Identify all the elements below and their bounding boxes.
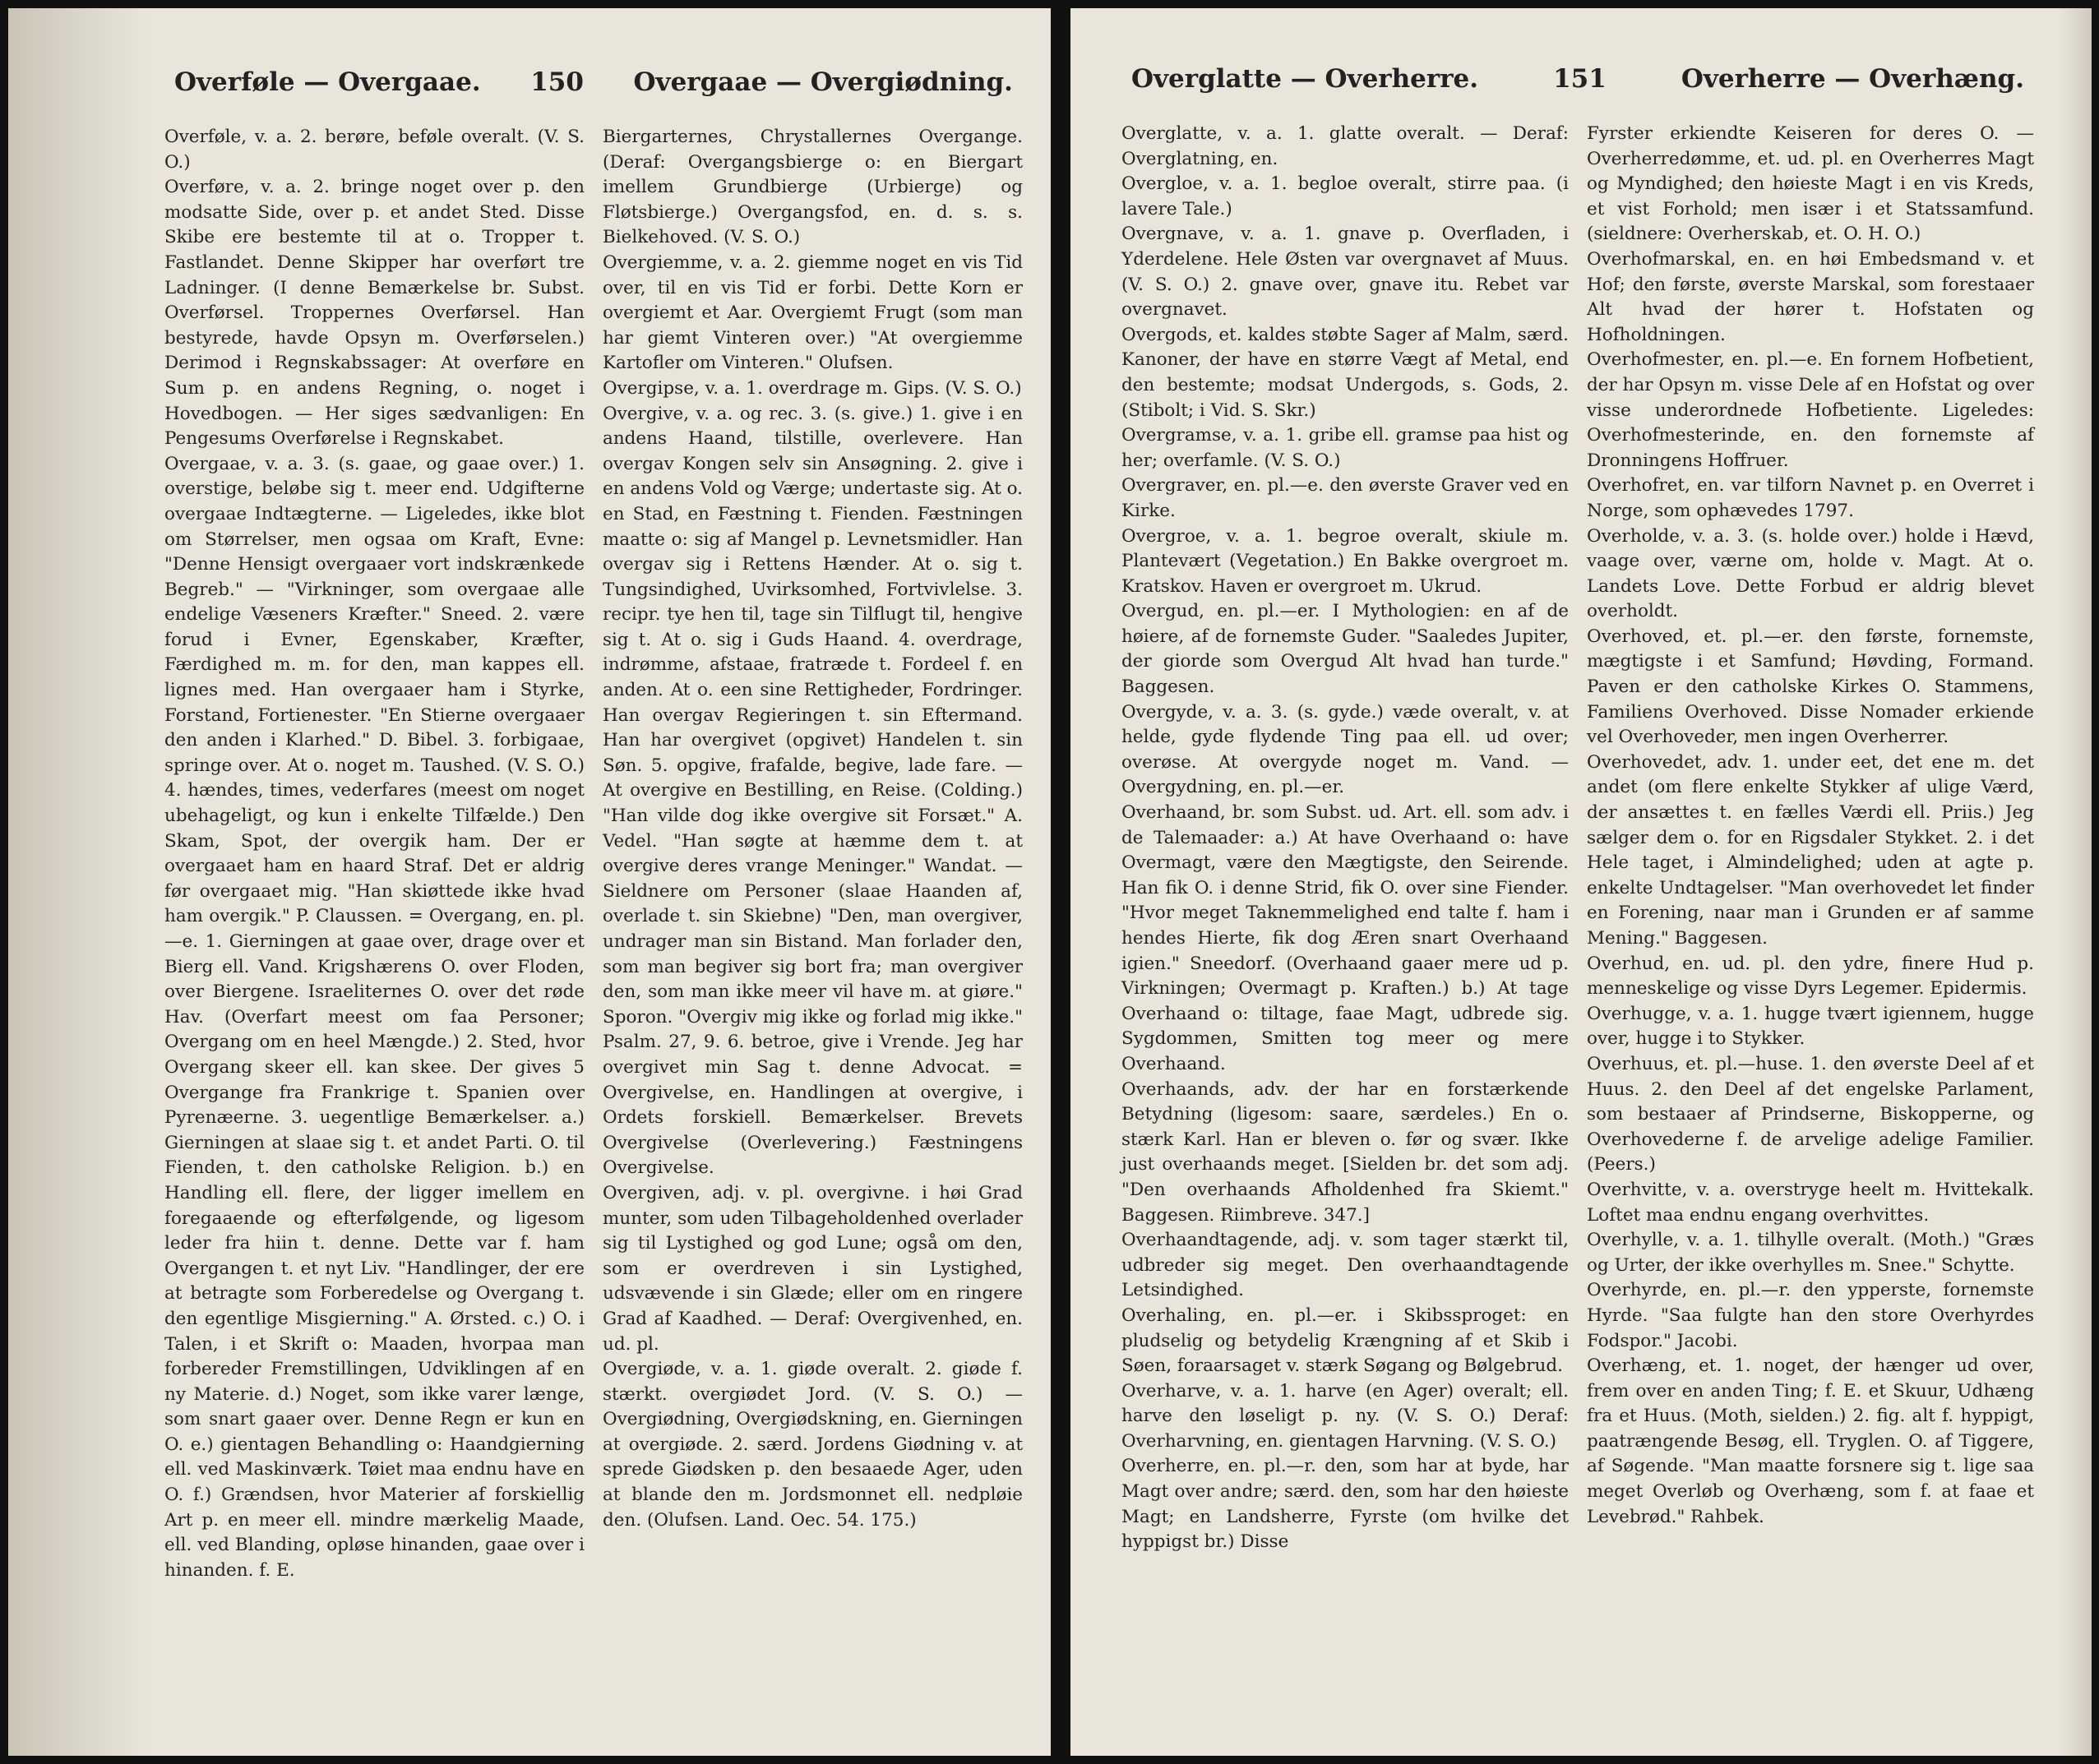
column-2 (1587, 122, 2034, 1555)
entry: Fyrster erkiendte Keiseren for deres O. — Overherredømme, et. ud. pl. en Overherres Magt og Myndighed; den høieste Magt i en vis Kreds, et vist Forhold; men især i et Statssamfund. (sieldnere: Overherskab, et. O. H. O.) (1587, 123, 2034, 245)
entry: Overhaand, br. som Subst. ud. Art. ell. som adv. i de Talemaader: a.) At have Overhaand o: have Overmagt, være den Mægtigste, den Seirende. Han fik O. i denne Strid, fik O. over sine Fiender. "Hvor meget Taknemmelighed end talte f. ham i hendes Hierte, fik dog Æren snart Overhaand igien." Sneedorf. (Overhaand gaaer mere ud p. Virkningen; Overmagt p. Kraften.) b.) At tage Overhaand o: tiltage, faae Magt, udbrede sig. Sygdommen, Smitten tog meer og mere Overhaand. (1121, 802, 1569, 1074)
running-header (1121, 64, 2034, 94)
entry: Overgaae, v. a. 3. (s. gaae, og gaae over.) 1. overstige, beløbe sig t. meer end. Udgifterne overgaae Indtægterne. — Ligeledes, ikke blot om Størrelser, men ogsaa om Kraft, Evne: "Denne Hensigt overgaaer vort indskrænkede Begreb." — "Virkninger, som overgaae alle endelige Væseners Kræfter." Sneed. 2. være forud i Evner, Egenskaber, Kræfter, Færdighed m. m. for den, man kappes ell. lignes med. Han overgaaer ham i Styrke, Forstand, Fortienester. "En Stierne overgaaer den anden i Klarhed." D. Bibel. 3. forbigaae, springe over. At o. noget m. Taushed. (V. S. O.) 4. hændes, times, vederfares (meest om noget ubehageligt, og kun i enkelte Tilfælde.) Den Skam, Spot, der overgik ham. Der er overgaaet ham en haard Straf. Det er aldrig før overgaaet mig. "Han skiøttede ikke hvad ham overgik." P. Claussen. = Overgang, en. pl.—e. 1. Gierningen at gaae over, drage over et Bierg ell. Vand. Krigshærens O. over Floden, over Biergene. Israeliternes O. over det røde Hav. (Overfart meest om faa Personer; Overgang om en heel Mængde.) 2. Sted, hvor Overgang skeer ell. kan skee. Der gives 5 Overgange fra Frankrige t. Spanien over Pyrenæerne. 3. uegentlige Bemærkelser. a.) Gierningen at slaae sig t. et andet Parti. O. til Fienden, t. den catholske Religion. b.) en Handling ell. flere, der ligger imellem en foregaaende og efterfølgende, og ligesom leder fra hiin t. denne. Dette var f. ham Overgangen t. et nyt Liv. "Handlinger, der ere at betragte som Forberedelse og Overgang t. den egentlige Misgierning." A. Ørsted. c.) O. i Talen, i et Skrift o: Maaden, hvorpaa man forbereder Fremstillingen, Udviklingen af en ny Materie. d.) Noget, som ikke varer længe, som snart gaaer over. Denne Regn er kun en O. e.) gientagen Behandling o: Haandgierning ell. ved Maskinværk. Tøiet maa endnu have en O. f.) Grændsen, hvor Materier af forskiellig Art p. en meer ell. mindre mærkelig Maade, ell. ved Blanding, opløse hinanden, gaae over i hinanden. f. E. (164, 453, 585, 1581)
entry: Overgramse, v. a. 1. gribe ell. gramse paa hist og her; overfamle. (V. S. O.) (1121, 425, 1569, 471)
page-number: 151 (1553, 64, 1607, 94)
entry: Overgroe, v. a. 1. begroe overalt, skiule m. Plantevært (Vegetation.) En Bakke overgroet m. Kratskov. Haven er overgroet m. Ukrud. (1121, 525, 1569, 597)
entry: Overhaands, adv. der har en forstærkende Betydning (ligesom: saare, særdeles.) En o. stærk Karl. Han er bleven o. før og svær. Ikke just overhaands meget. [Sielden br. det som adj. "Den overhaands Afholdenhed fra Skiemt." Baggesen. Riimbreve. 347.] (1121, 1078, 1569, 1226)
entry: Overgyde, v. a. 3. (s. gyde.) væde overalt, v. at helde, gyde flydende Ting paa ell. ud over; overøse. At overgyde noget m. Vand. — Overgydning, en. pl.—er. (1121, 701, 1569, 798)
text-columns (164, 125, 1023, 1583)
column-2 (603, 125, 1023, 1583)
page-shadow (2059, 8, 2092, 1756)
entry: Overhovedet, adv. 1. under eet, det ene m. det andet (om flere enkelte Stykker af ulige Værd, der ansættes t. en fælles Værdi ell. Priis.) Jeg sælger dem o. for en Rigsdaler Stykket. 2. i det Hele taget, i Almindelighed; uden at agte p. enkelte Undtagelser. "Man overhovedet let finder en Forening, naar man i Grunden er af samme Mening." Baggesen. (1587, 751, 2034, 949)
entry: Overgiøde, v. a. 1. giøde overalt. 2. giøde f. stærkt. overgiødet Jord. (V. S. O.) — Overgiødning, Overgiødskning, en. Gierningen at overgiøde. 2. særd. Jordens Giødning v. at sprede Giødsken p. den besaaede Ager, uden at blande den m. Jordsmonnet ell. nedpløie den. (Olufsen. Land. Oec. 54. 175.) (603, 1359, 1023, 1531)
entry: Overgipse, v. a. 1. overdrage m. Gips. (V. S. O.) (603, 377, 1022, 399)
entry: Overgive, v. a. og rec. 3. (s. give.) 1. give i en andens Haand, tilstille, overlevere. Han overgav Kongen selv sin Ansøgning. 2. give i en andens Vold og Værge; undertaste sig. At o. en Stad, en Fæstning t. Fienden. Fæstningen maatte o: sig af Mangel p. Levnetsmidler. Han overgav sig i Rettens Hænder. At o. sig t. Tungsindighed, Uvirksomhed, Fortvivlelse. 3. recipr. tye hen til, tage sin Tilflugt til, hengive sig t. At o. sig i Guds Haand. 4. overdrage, indrømme, afstaae, fratræde t. Fordeel f. en anden. At o. een sine Rettigheder, Fordringer. Han overgav Regieringen t. sin Eftermand. Han har overgivet (opgivet) Handelen t. sin Søn. 5. opgive, frafalde, begive, lade fare. — At overgive en Bestilling, en Reise. (Colding.) "Han vilde dog ikke overgive sit Forsæt." A. Vedel. "Han søgte at hæmme dem t. at overgive deres vrange Meninger." Wandat. — Sieldnere om Personer (slaae Haanden af, overlade t. sin Skiebne) "Den, man overgiver, undrager man sin Bistand. Man forlader den, som man begiver sig bort fra; man overgiver den, som man ikke meer vil have m. at giøre." Sporon. "Overgiv mig ikke og forlad mig ikke." Psalm. 27, 9. 6. betroe, give i Vrende. Jeg har overgivet min Sag t. denne Advocat. = Overgivelse, en. Handlingen at overgive, i Ordets forskiell. Bemærkelser. Brevets Overgivelse (Overlevering.) Fæstningens Overgivelse. (603, 403, 1023, 1179)
entry: Biergarternes, Chrystallernes Overgange. (Deraf: Overgangsbierge o: en Biergart imellem Grundbierge (Urbierge) og Fløtsbierge.) Overgangsfod, en. d. s. s. Bielkehoved. (V. S. O.) (603, 127, 1023, 248)
entry: Overgloe, v. a. 1. begloe overalt, stirre paa. (i lavere Tale.) (1121, 173, 1569, 219)
entry: Overhvitte, v. a. overstryge heelt m. Hvittekalk. Loftet maa endnu engang overhvittes. (1587, 1179, 2034, 1226)
entry: Overhyrde, en. pl.—r. den ypperste, fornemste Hyrde. "Saa fulgte han den store Overhyrdes Fodspor." Jacobi. (1587, 1280, 2034, 1351)
entry: Overgraver, en. pl.—e. den øverste Graver ved en Kirke. (1121, 475, 1569, 521)
entry: Overhud, en. ud. pl. den ydre, finere Hud p. menneskelige og visse Dyrs Legemer. Epidermis. (1587, 953, 2034, 1000)
page-number: 150 (530, 67, 584, 97)
header-left-keyword: Overføle — Overgaae. (174, 67, 481, 97)
entry: Overhæng, et. 1. noget, der hænger ud over, frem over en anden Ting; f. E. et Skuur, Udhæng fra et Huus. (Moth, sielden.) 2. fig. alt f. hyppigt, paatrængende Besøg, ell. Tryglen. O. af Tiggere, af Søgende. "Man maatte forsnere sig t. lige saa meget Overløb og Overhæng, som f. at faae et Levebrød." Rahbek. (1587, 1355, 2034, 1527)
entry: Overharve, v. a. 1. harve (en Ager) overalt; ell. harve den løseligt p. ny. (V. S. O.) Deraf: Overharvning, en. gientagen Harvning. (V. S. O.) (1121, 1380, 1569, 1452)
entry: Overhuus, et. pl.—huse. 1. den øverste Deel af et Huus. 2. den Deel af det engelske Parlament, som bestaaer af Prindserne, Biskopperne, og Overhovederne f. de arvelige adelige Familier. (Peers.) (1587, 1053, 2034, 1175)
entry: Overholde, v. a. 3. (s. holde over.) holde i Hævd, vaage over, værne om, holde v. Magt. At o. Landets Love. Dette Forbud er aldrig blevet overholdt. (1587, 525, 2034, 622)
entry: Overgods, et. kaldes støbte Sager af Malm, særd. Kanoner, der have en større Vægt af Metal, end den bestemte; modsat Undergods, s. Gods, 2. (Stibolt; i Vid. S. Skr.) (1121, 324, 1569, 421)
column-1 (1121, 122, 1569, 1555)
entry: Overhugge, v. a. 1. hugge tvært igiennem, hugge over, hugge i to Stykker. (1587, 1003, 2034, 1050)
page-shadow (8, 8, 148, 1756)
column-1 (164, 125, 585, 1583)
entry: Overgiemme, v. a. 2. giemme noget en vis Tid over, til en vis Tid er forbi. Dette Korn er overgiemt et Aar. Overgiemt Frugt (som man har giemt Vinteren over.) "At overgiemme Kartofler om Vinteren." Olufsen. (603, 252, 1023, 374)
header-left-keyword: Overglatte — Overherre. (1131, 64, 1479, 94)
entry: Overherre, en. pl.—r. den, som har at byde, har Magt over andre; særd. den, som har den høieste Magt; en Landsherre, Fyrste (om hvilke det hyppigst br.) Disse (1121, 1456, 1569, 1553)
entry: Overgiven, adj. v. pl. overgivne. i høi Grad munter, som uden Tilbageholdenhed overlader sig til Lystighed og god Lune; også om den, som er overdreven i sin Lystighed, udsvævende i sin Glæde; eller om en ringere Grad af Kaadhed. — Deraf: Overgivenhed, en. ud. pl. (603, 1182, 1023, 1355)
left-page (8, 8, 1051, 1756)
entry: Overhofret, en. var tilforn Navnet p. en Overret i Norge, som ophævedes 1797. (1587, 475, 2034, 521)
entry: Overføre, v. a. 2. bringe noget over p. den modsatte Side, over p. et andet Sted. Disse Skibe ere bestemte til at o. Tropper t. Fastlandet. Denne Skipper har overført tre Ladninger. (I denne Bemærkelse br. Subst. Overførsel. Troppernes Overførsel. Han bestyrede, havde Opsyn m. Overførselen.) Derimod i Regnskabssager: At overføre en Sum p. en andens Regning, o. noget i Hovedbogen. — Her siges sædvanligen: En Pengesums Overførelse i Regnskabet. (164, 177, 585, 450)
running-header (164, 67, 1023, 97)
entry: Overhaandtagende, adj. v. som tager stærkt til, udbreder sig meget. Den overhaandtagende Letsindighed. (1121, 1230, 1569, 1301)
entry: Overgud, en. pl.—er. I Mythologien: en af de høiere, af de fornemste Guder. "Saaledes Jupiter, der giorde som Overgud Alt hvad han turde." Baggesen. (1121, 601, 1569, 698)
entry: Overhofmarskal, en. en høi Embedsmand v. et Hof; den første, øverste Marskal, som forestaaer Alt hvad der hører t. Hofstaten og Hofholdningen. (1587, 248, 2034, 345)
entry: Overhaling, en. pl.—er. i Skibssproget: en pludselig og betydelig Krængning af et Skib i Søen, foraarsaget v. stærk Søgang og Bølgebrud. (1121, 1305, 1569, 1377)
entry: Overføle, v. a. 2. berøre, beføle overalt. (V. S. O.) (164, 127, 585, 173)
entry: Overhofmester, en. pl.—e. En fornem Hofbetient, der har Opsyn m. visse Dele af en Hofstat og over visse underordnede Hofbetiente. Ligeledes: Overhofmesterinde, en. den fornemste af Dronningens Hoffruer. (1587, 349, 2034, 471)
text-columns (1121, 122, 2034, 1555)
entry: Overhylle, v. a. 1. tilhylle overalt. (Moth.) "Græs og Urter, der ikke overhylles m. Snee." Schytte. (1587, 1230, 2034, 1276)
entry: Overgnave, v. a. 1. gnave p. Overfladen, i Yderdelene. Hele Østen var overgnavet af Muus. (V. S. O.) 2. gnave over, gnave itu. Rebet var overgnavet. (1121, 224, 1569, 321)
right-page (1070, 8, 2092, 1756)
header-right-keyword: Overgaae — Overgiødning. (633, 67, 1013, 97)
entry: Overhoved, et. pl.—er. den første, fornemste, mægtigste i et Samfund; Høvding, Formand. Paven er den catholske Kirkes O. Stammens, Familiens Overhoved. Disse Nomader erkiende vel Overhoveder, men ingen Overherrer. (1587, 626, 2034, 748)
header-right-keyword: Overherre — Overhæng. (1681, 64, 2024, 94)
entry: Overglatte, v. a. 1. glatte overalt. — Deraf: Overglatning, en. (1121, 123, 1569, 169)
